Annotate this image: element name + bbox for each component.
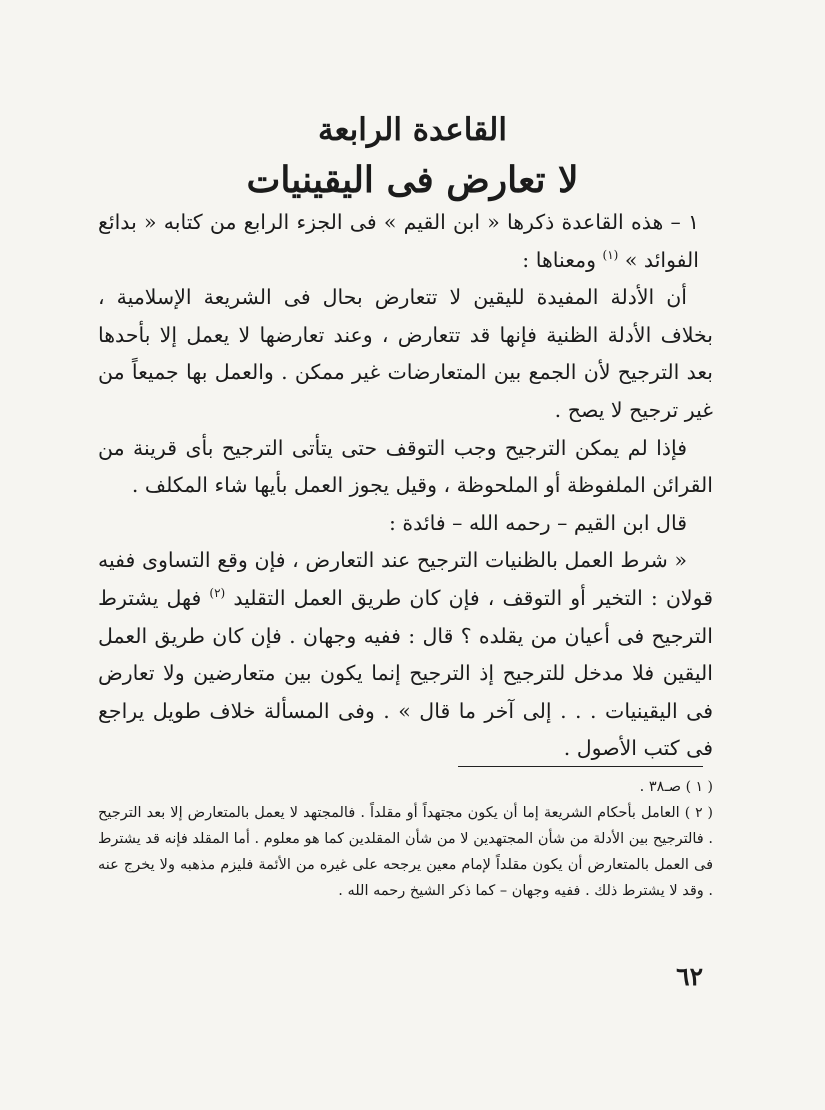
footnotes	[98, 774, 713, 904]
quote-part-2: فهل يشترط الترجيح فى أعيان من يقلده ؟ قال : ففيه وجهان . فإن كان طريق العمل اليقين فلا مدخل للترجيح إذ الترجيح إنما يكون بين متعارضين ولا تعارض فى اليقينيات . . . إلى آخر ما قال » . وفى المسألة خلاف طويل يراجع فى كتب الأصول .	[98, 585, 713, 761]
paragraph-1-tail: ومعناها :	[522, 247, 596, 272]
page-title: القاعدة الرابعة	[318, 112, 507, 148]
footnote-divider	[458, 766, 703, 767]
footnote-1-text: صـ٣٨ .	[639, 779, 682, 795]
page-subtitle: لا تعارض فى اليقينيات	[246, 159, 579, 201]
paragraph-1-text: ١ – هذه القاعدة ذكرها « ابن القيم » فى الجزء الرابع من كتابه « بدائع الفوائد »	[98, 210, 699, 272]
footnote-2	[98, 800, 713, 904]
footnote-1-number: ( ١ )	[685, 779, 713, 795]
chapter-heading	[0, 108, 825, 208]
footnote-ref-2: (٢)	[209, 586, 226, 601]
paragraph-4: قال ابن القيم – رحمه الله – فائدة :	[388, 510, 687, 535]
quote-part-1: « شرط العمل بالظنيات الترجيح عند التعارض ، فإن وقع التساوى ففيه قولان : التخير أو التوقف ، فإن كان طريق العمل التقليد	[98, 548, 713, 610]
paragraph-1	[98, 204, 713, 279]
footnote-1	[98, 774, 713, 800]
footnote-2-text: العامل بأحكام الشريعة إما أن يكون مجتهداً أو مقلداً . فالمجتهد لا يعمل بالمتعارض إلا بعد الترجيح . فالترجيح بين الأدلة من شأن المجتهدين لا من شأن المقلدين كما هو معلوم . أما المقلد فإنه قد يشترط فى العمل بالمتعارض أن يكون مقلداً لإمام معين يرجحه على غيره من الأئمة فليزم مذهبه ولا يخرج عنه . وقد لا يشترط ذلك . ففيه وجهان – كما ذكر الشيخ رحمه الله .	[98, 805, 713, 899]
page-number: ٦٢	[676, 962, 703, 991]
paragraph-2: أن الأدلة المفيدة لليقين لا تتعارض بحال فى الشريعة الإسلامية ، بخلاف الأدلة الظنية فإنها قد تتعارض ، وعند تعارضها لا يعمل إلا بأحدها بعد الترجيح لأن الجمع بين المتعارضات غير ممكن . والعمل بها جميعاً من غير ترجيح لا يصح .	[98, 285, 713, 422]
footnote-ref-1: (١)	[602, 247, 619, 262]
main-text	[98, 204, 713, 768]
paragraph-3: فإذا لم يمكن الترجيح وجب التوقف حتى يتأتى الترجيح بأى قرينة من القرائن الملفوظة أو الملحوظة ، وقيل يجوز العمل بأيها شاء المكلف .	[98, 435, 713, 498]
footnote-2-number: ( ٢ )	[684, 805, 713, 821]
paragraph-5-quote	[98, 542, 713, 768]
